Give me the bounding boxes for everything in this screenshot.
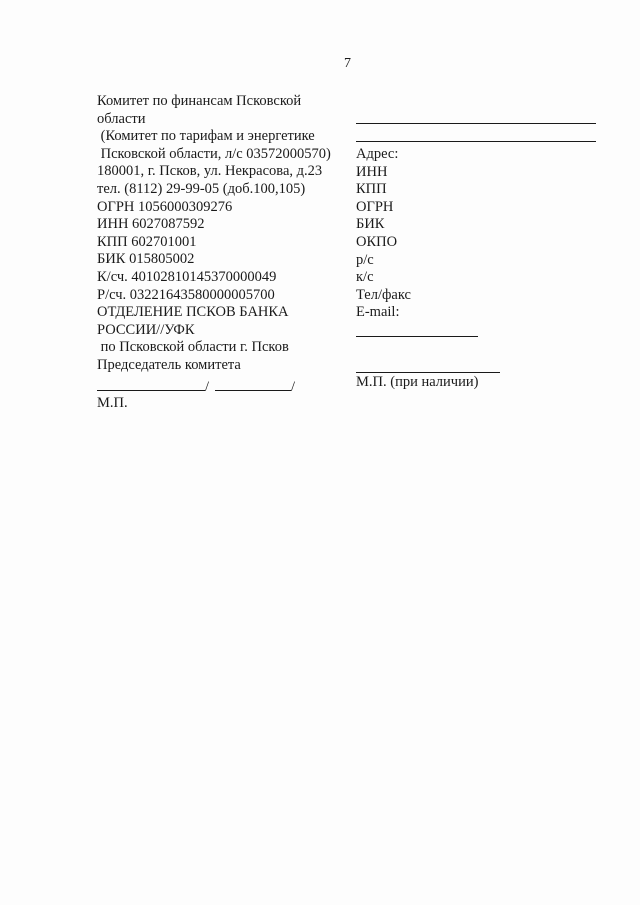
right-line: Адрес: bbox=[356, 146, 399, 162]
page-number: 7 bbox=[344, 56, 351, 71]
right-line: Тел/факс bbox=[356, 286, 411, 303]
left-line: по Псковской области г. Псков bbox=[97, 339, 289, 356]
chairman-title: Председатель комитета bbox=[97, 356, 241, 373]
left-line: тел. (8112) 29-99-05 (доб.100,105) bbox=[97, 180, 306, 197]
left-stamp: М.П. bbox=[97, 394, 128, 411]
right-line: ИНН bbox=[356, 163, 388, 180]
right-line: к/с bbox=[356, 269, 374, 286]
left-line: ИНН 6027087592 bbox=[97, 216, 205, 233]
left-line: КПП 602701001 bbox=[97, 233, 197, 250]
left-line: (Комитет по тарифам и энергетике bbox=[97, 128, 315, 145]
left-line: области bbox=[97, 110, 146, 127]
left-line: Р/сч. 03221643580000005700 bbox=[97, 286, 275, 303]
signature-line bbox=[97, 375, 347, 395]
right-signature-line-2 bbox=[356, 372, 500, 373]
right-line: КПП bbox=[356, 181, 387, 198]
right-line: р/с bbox=[356, 251, 374, 268]
left-line: К/сч. 40102810145370000049 bbox=[97, 268, 277, 285]
left-line: ОТДЕЛЕНИЕ ПСКОВ БАНКА bbox=[97, 304, 289, 321]
right-line: БИК bbox=[356, 216, 385, 233]
left-line: Псковской области, л/с 03572000570) bbox=[97, 145, 331, 162]
signature-blank bbox=[97, 375, 205, 391]
left-line: БИК 015805002 bbox=[97, 251, 195, 268]
right-signature-line-1 bbox=[356, 336, 478, 337]
right-blank-line-1 bbox=[356, 123, 596, 124]
right-stamp: М.П. (при наличии) bbox=[356, 374, 479, 390]
right-party-details bbox=[356, 146, 606, 322]
right-line: ОКПО bbox=[356, 233, 398, 250]
right-line: E-mail: bbox=[356, 304, 400, 321]
left-party-details bbox=[97, 93, 347, 412]
right-line: ОГРН bbox=[356, 198, 394, 215]
name-blank bbox=[215, 375, 291, 391]
right-blank-line-2 bbox=[356, 141, 596, 142]
signature-separator: / bbox=[291, 378, 296, 395]
left-line: 180001, г. Псков, ул. Некрасова, д.23 bbox=[97, 163, 323, 180]
left-line: Комитет по финансам Псковской bbox=[97, 93, 302, 109]
left-line: ОГРН 1056000309276 bbox=[97, 198, 233, 215]
signature-separator: / bbox=[205, 378, 210, 395]
left-line: РОССИИ//УФК bbox=[97, 321, 195, 338]
